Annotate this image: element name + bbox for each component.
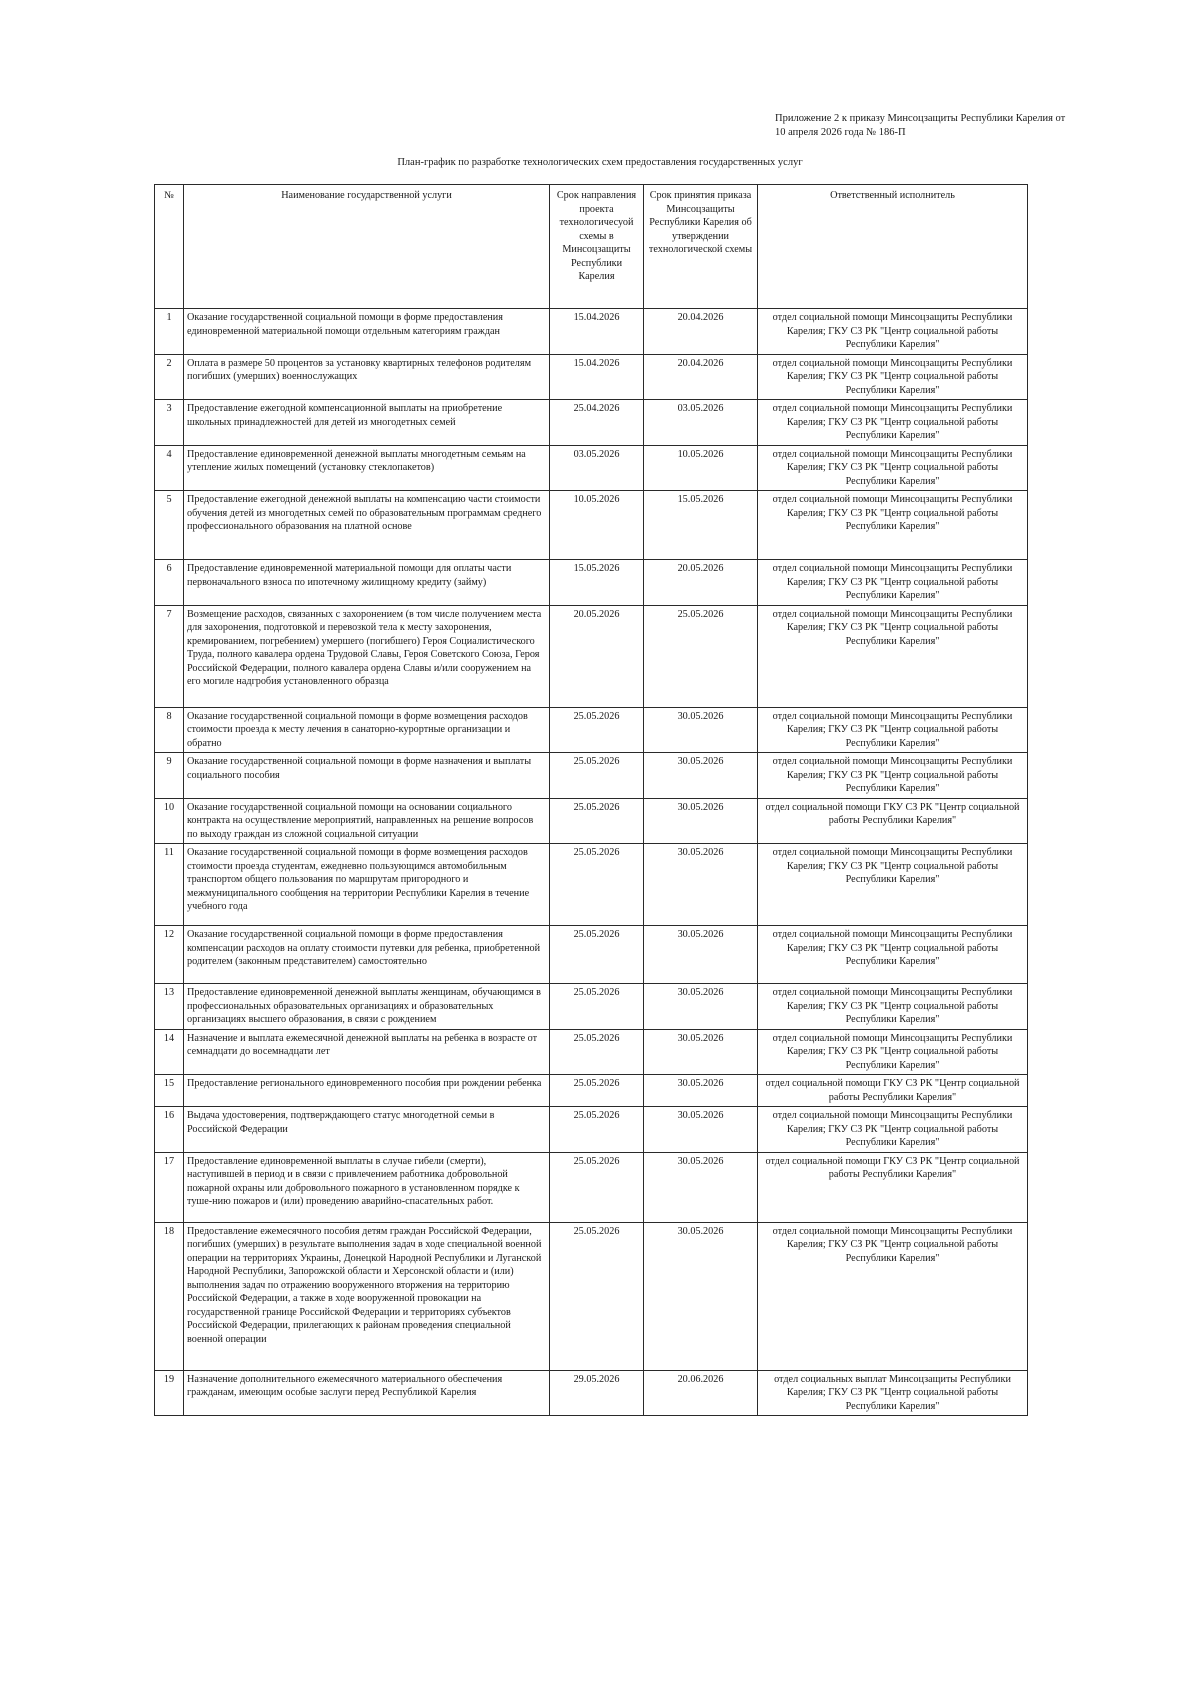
table-row — [155, 1152, 1028, 1222]
table-row — [155, 1107, 1028, 1153]
table-row — [155, 707, 1028, 753]
draft-deadline: 25.05.2026 — [550, 1075, 644, 1107]
responsible-executor: отдел социальной помощи Минсоцзащиты Республики Карелия; ГКУ СЗ РК "Центр социальной работы Республики Карелия" — [758, 354, 1028, 400]
service-name: Возмещение расходов, связанных с захоронением (в том числе получением места для захоронения, подготовкой и перевозкой тела к месту захоронения, кремированием, погребением) умершего (погибшего) Героя Социалистического Труда, полного кавалера ордена Трудовой Славы, Героя Советского Союза, Героя Российской Федерации, полного кавалера ордена Славы и/или сооружением на его могиле надгробия установленного образца — [184, 605, 550, 707]
table-row — [155, 844, 1028, 926]
responsible-executor: отдел социальной помощи Минсоцзащиты Республики Карелия; ГКУ СЗ РК "Центр социальной работы Республики Карелия" — [758, 926, 1028, 984]
responsible-executor: отдел социальной помощи Минсоцзащиты Республики Карелия; ГКУ СЗ РК "Центр социальной работы Республики Карелия" — [758, 445, 1028, 491]
responsible-executor: отдел социальной помощи Минсоцзащиты Республики Карелия; ГКУ СЗ РК "Центр социальной работы Республики Карелия" — [758, 1029, 1028, 1075]
row-number: 7 — [155, 605, 184, 707]
row-number: 10 — [155, 798, 184, 844]
service-name: Оплата в размере 50 процентов за установку квартирных телефонов родителям погибших (умерших) военнослужащих — [184, 354, 550, 400]
responsible-executor: отдел социальной помощи Минсоцзащиты Республики Карелия; ГКУ СЗ РК "Центр социальной работы Республики Карелия" — [758, 400, 1028, 446]
row-number: 5 — [155, 491, 184, 560]
responsible-executor: отдел социальной помощи ГКУ СЗ РК "Центр социальной работы Республики Карелия" — [758, 1152, 1028, 1222]
service-name: Предоставление единовременной денежной выплаты женщинам, обучающимся в профессиональных образовательных организациях и образовательных организациях высшего образования, в связи с рождением — [184, 984, 550, 1030]
responsible-executor: отдел социальной помощи Минсоцзащиты Республики Карелия; ГКУ СЗ РК "Центр социальной работы Республики Карелия" — [758, 1107, 1028, 1153]
row-number: 9 — [155, 753, 184, 799]
row-number: 3 — [155, 400, 184, 446]
responsible-executor: отдел социальных выплат Минсоцзащиты Республики Карелия; ГКУ СЗ РК "Центр социальной работы Республики Карелия" — [758, 1370, 1028, 1416]
row-number: 18 — [155, 1222, 184, 1370]
service-name: Предоставление ежегодной денежной выплаты на компенсацию части стоимости обучения детей из многодетных семей по образовательным программам среднего профессионального образования на платной основе — [184, 491, 550, 560]
service-name: Выдача удостоверения, подтверждающего статус многодетной семьи в Российской Федерации — [184, 1107, 550, 1153]
column-header-number: № — [155, 185, 184, 309]
row-number: 19 — [155, 1370, 184, 1416]
draft-deadline: 03.05.2026 — [550, 445, 644, 491]
service-name: Предоставление единовременной выплаты в случае гибели (смерти), наступившей в период и в связи с привлечением работника добровольной пожарной охраны или добровольного пожарного в установленном порядке к туше-нию пожаров и (или) проведению аварийно-спасательных работ. — [184, 1152, 550, 1222]
table-row — [155, 605, 1028, 707]
row-number: 6 — [155, 560, 184, 606]
services-schedule-table — [154, 184, 1028, 1416]
service-name: Оказание государственной социальной помощи в форме назначения и выплаты социального пособия — [184, 753, 550, 799]
service-name: Оказание государственной социальной помощи на основании социального контракта на осуществление мероприятий, направленных на решение вопросов по выходу граждан из сложной социальной ситуации — [184, 798, 550, 844]
draft-deadline: 25.05.2026 — [550, 926, 644, 984]
responsible-executor: отдел социальной помощи Минсоцзащиты Республики Карелия; ГКУ СЗ РК "Центр социальной работы Республики Карелия" — [758, 560, 1028, 606]
column-header-order-deadline: Срок принятия приказа Минсоцзащиты Республики Карелия об утверждении технологической схемы — [644, 185, 758, 309]
draft-deadline: 10.05.2026 — [550, 491, 644, 560]
draft-deadline: 15.04.2026 — [550, 354, 644, 400]
draft-deadline: 25.05.2026 — [550, 753, 644, 799]
responsible-executor: отдел социальной помощи ГКУ СЗ РК "Центр социальной работы Республики Карелия" — [758, 1075, 1028, 1107]
order-deadline: 30.05.2026 — [644, 1107, 758, 1153]
order-deadline: 30.05.2026 — [644, 1222, 758, 1370]
order-deadline: 30.05.2026 — [644, 1152, 758, 1222]
draft-deadline: 15.04.2026 — [550, 309, 644, 355]
table-body — [155, 309, 1028, 1416]
draft-deadline: 20.05.2026 — [550, 605, 644, 707]
table-row — [155, 926, 1028, 984]
order-deadline: 30.05.2026 — [644, 1029, 758, 1075]
order-deadline: 30.05.2026 — [644, 707, 758, 753]
table-row — [155, 1222, 1028, 1370]
document-title: План-график по разработке технологических схем предоставления государственных услуг — [397, 157, 803, 168]
service-name: Предоставление единовременной денежной выплаты многодетным семьям на утепление жилых помещений (установку стеклопакетов) — [184, 445, 550, 491]
row-number: 8 — [155, 707, 184, 753]
responsible-executor: отдел социальной помощи Минсоцзащиты Республики Карелия; ГКУ СЗ РК "Центр социальной работы Республики Карелия" — [758, 309, 1028, 355]
table-row — [155, 400, 1028, 446]
table-row — [155, 1370, 1028, 1416]
responsible-executor: отдел социальной помощи Минсоцзащиты Республики Карелия; ГКУ СЗ РК "Центр социальной работы Республики Карелия" — [758, 753, 1028, 799]
draft-deadline: 29.05.2026 — [550, 1370, 644, 1416]
column-header-service-name: Наименование государственной услуги — [184, 185, 550, 309]
order-deadline: 03.05.2026 — [644, 400, 758, 446]
order-deadline: 30.05.2026 — [644, 1075, 758, 1107]
order-deadline: 30.05.2026 — [644, 753, 758, 799]
order-deadline: 25.05.2026 — [644, 605, 758, 707]
responsible-executor: отдел социальной помощи Минсоцзащиты Республики Карелия; ГКУ СЗ РК "Центр социальной работы Республики Карелия" — [758, 605, 1028, 707]
service-name: Оказание государственной социальной помощи в форме предоставления компенсации расходов на оплату стоимости путевки для ребенка, приобретенной родителем (законным представителем) самостоятельно — [184, 926, 550, 984]
draft-deadline: 25.05.2026 — [550, 1029, 644, 1075]
row-number: 12 — [155, 926, 184, 984]
draft-deadline: 25.05.2026 — [550, 1152, 644, 1222]
row-number: 15 — [155, 1075, 184, 1107]
service-name: Предоставление регионального единовременного пособия при рождении ребенка — [184, 1075, 550, 1107]
order-deadline: 30.05.2026 — [644, 844, 758, 926]
row-number: 1 — [155, 309, 184, 355]
row-number: 14 — [155, 1029, 184, 1075]
table-row — [155, 753, 1028, 799]
order-deadline: 10.05.2026 — [644, 445, 758, 491]
row-number: 13 — [155, 984, 184, 1030]
service-name: Оказание государственной социальной помощи в форме предоставления единовременной материальной помощи отдельным категориям граждан — [184, 309, 550, 355]
table-row — [155, 354, 1028, 400]
table-row — [155, 1029, 1028, 1075]
draft-deadline: 25.05.2026 — [550, 844, 644, 926]
service-name: Предоставление ежегодной компенсационной выплаты на приобретение школьных принадлежностей для детей из многодетных семей — [184, 400, 550, 446]
table-row — [155, 491, 1028, 560]
order-deadline: 15.05.2026 — [644, 491, 758, 560]
responsible-executor: отдел социальной помощи Минсоцзащиты Республики Карелия; ГКУ СЗ РК "Центр социальной работы Республики Карелия" — [758, 984, 1028, 1030]
table-row — [155, 798, 1028, 844]
row-number: 16 — [155, 1107, 184, 1153]
table-row — [155, 445, 1028, 491]
draft-deadline: 25.05.2026 — [550, 1107, 644, 1153]
responsible-executor: отдел социальной помощи Минсоцзащиты Республики Карелия; ГКУ СЗ РК "Центр социальной работы Республики Карелия" — [758, 707, 1028, 753]
order-deadline: 30.05.2026 — [644, 926, 758, 984]
draft-deadline: 25.05.2026 — [550, 1222, 644, 1370]
order-deadline: 30.05.2026 — [644, 984, 758, 1030]
responsible-executor: отдел социальной помощи ГКУ СЗ РК "Центр социальной работы Республики Карелия" — [758, 798, 1028, 844]
service-name: Оказание государственной социальной помощи в форме возмещения расходов стоимости проезда к месту лечения в санаторно-курортные организации и обратно — [184, 707, 550, 753]
table-row — [155, 309, 1028, 355]
draft-deadline: 25.05.2026 — [550, 984, 644, 1030]
order-deadline: 20.06.2026 — [644, 1370, 758, 1416]
row-number: 2 — [155, 354, 184, 400]
responsible-executor: отдел социальной помощи Минсоцзащиты Республики Карелия; ГКУ СЗ РК "Центр социальной работы Республики Карелия" — [758, 491, 1028, 560]
service-name: Назначение и выплата ежемесячной денежной выплаты на ребенка в возрасте от семнадцати до восемнадцати лет — [184, 1029, 550, 1075]
service-name: Оказание государственной социальной помощи в форме возмещения расходов стоимости проезда студентам, ежедневно пользующимся автомобильным транспортом общего пользования по маршрутам пригородного и межмуниципального сообщения на территории Республики Карелия в течение учебного года — [184, 844, 550, 926]
table-row — [155, 560, 1028, 606]
draft-deadline: 25.05.2026 — [550, 798, 644, 844]
row-number: 11 — [155, 844, 184, 926]
responsible-executor: отдел социальной помощи Минсоцзащиты Республики Карелия; ГКУ СЗ РК "Центр социальной работы Республики Карелия" — [758, 844, 1028, 926]
draft-deadline: 25.05.2026 — [550, 707, 644, 753]
appendix-note: Приложение 2 к приказу Минсоцзащиты Республики Карелия от 10 апреля 2026 года № 186-П — [775, 113, 1066, 138]
table-header-row — [155, 185, 1028, 309]
row-number: 4 — [155, 445, 184, 491]
column-header-draft-deadline: Срок направления проекта технологичесуой схемы в Минсоцзащиты Республики Карелия — [550, 185, 644, 309]
table-row — [155, 1075, 1028, 1107]
order-deadline: 20.05.2026 — [644, 560, 758, 606]
responsible-executor: отдел социальной помощи Минсоцзащиты Республики Карелия; ГКУ СЗ РК "Центр социальной работы Республики Карелия" — [758, 1222, 1028, 1370]
row-number: 17 — [155, 1152, 184, 1222]
column-header-responsible: Ответственный исполнитель — [758, 185, 1028, 309]
order-deadline: 30.05.2026 — [644, 798, 758, 844]
draft-deadline: 15.05.2026 — [550, 560, 644, 606]
service-name: Предоставление ежемесячного пособия детям граждан Российской Федерации, погибших (умерших) в результате выполнения задач в ходе специальной военной операции на территориях Украины, Донецкой Народной Республики и Луганской Народной Республики, Запорожской области и Херсонской области и (или) выполнения задач по отражению вооруженного вторжения на территорию Российской Федерации, а также в ходе вооруженной провокации на государственной границе Российской Федерации и территориях субъектов Российской Федерации, прилегающих к районам проведения специальной военной операции — [184, 1222, 550, 1370]
draft-deadline: 25.04.2026 — [550, 400, 644, 446]
order-deadline: 20.04.2026 — [644, 354, 758, 400]
table-row — [155, 984, 1028, 1030]
service-name: Назначение дополнительного ежемесячного материального обеспечения гражданам, имеющим особые заслуги перед Республикой Карелия — [184, 1370, 550, 1416]
service-name: Предоставление единовременной материальной помощи для оплаты части первоначального взноса по ипотечному жилищному кредиту (займу) — [184, 560, 550, 606]
order-deadline: 20.04.2026 — [644, 309, 758, 355]
